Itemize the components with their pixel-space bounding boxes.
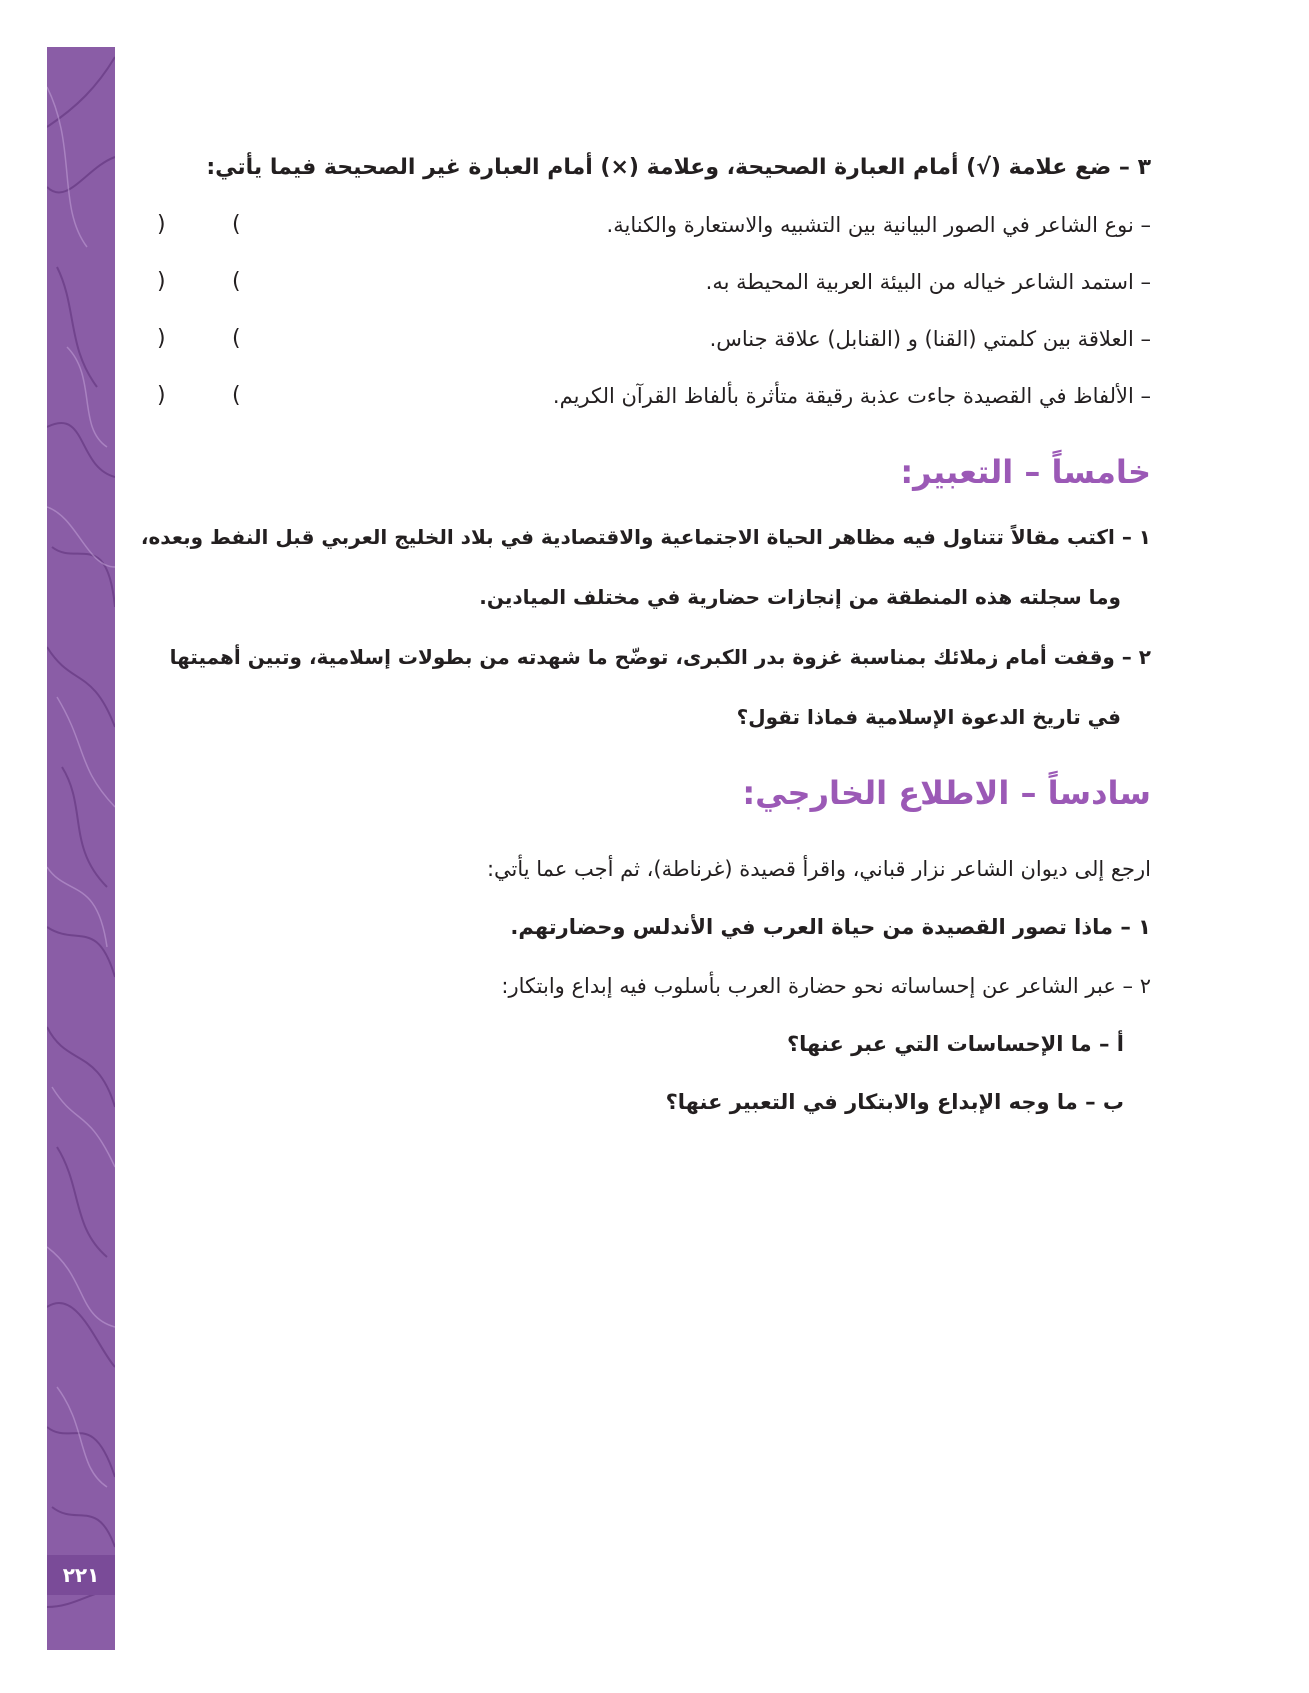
section6-q2b: ب – ما وجه الإبداع والابتكار في التعبير عنها؟ xyxy=(665,1090,1124,1114)
sidebar-pattern xyxy=(47,47,115,1650)
section5-q1-line2: وما سجلته هذه المنطقة من إنجازات حضارية في مختلف الميادين. xyxy=(479,585,1121,609)
section5-q2-line1: ٢ – وقفت أمام زملائك بمناسبة غزوة بدر الكبرى، توضّح ما شهدته من بطولات إسلامية، وتبين أهميتها xyxy=(169,645,1151,669)
section6-title: سادساً – الاطلاع الخارجي: xyxy=(742,774,1151,812)
answer-bracket-close: ) xyxy=(157,383,166,408)
section6-q2: ٢ – عبر الشاعر عن إحساساته نحو حضارة العرب بأسلوب فيه إبداع وابتكار: xyxy=(501,974,1151,998)
answer-bracket-close: ) xyxy=(157,212,166,237)
answer-bracket-close: ) xyxy=(157,326,166,351)
answer-bracket-open: ( xyxy=(232,269,241,294)
answer-bracket-open: ( xyxy=(232,326,241,351)
section5-title: خامساً – التعبير: xyxy=(900,453,1151,491)
section6-q1: ١ – ماذا تصور القصيدة من حياة العرب في الأندلس وحضارتهم. xyxy=(510,915,1151,939)
section6-intro: ارجع إلى ديوان الشاعر نزار قباني، واقرأ قصيدة (غرناطة)، ثم أجب عما يأتي: xyxy=(486,857,1151,881)
exercise3-item-1: – نوع الشاعر في الصور البيانية بين التشبيه والاستعارة والكناية. xyxy=(606,213,1151,237)
section5-q2-line2: في تاريخ الدعوة الإسلامية فماذا تقول؟ xyxy=(736,705,1121,729)
decorative-sidebar xyxy=(47,47,115,1650)
exercise3-item-2: – استمد الشاعر خياله من البيئة العربية المحيطة به. xyxy=(705,270,1151,294)
exercise3-item-3: – العلاقة بين كلمتي (القنا) و (القنابل) علاقة جناس. xyxy=(709,327,1151,351)
section6-q2a: أ – ما الإحساسات التي عبر عنها؟ xyxy=(786,1032,1124,1056)
section5-q1-line1: ١ – اكتب مقالاً تتناول فيه مظاهر الحياة الاجتماعية والاقتصادية في بلاد الخليج العربي قبل النفط وبعده، xyxy=(140,525,1151,549)
exercise3-item-4: – الألفاظ في القصيدة جاءت عذبة رقيقة متأثرة بألفاظ القرآن الكريم. xyxy=(552,384,1151,408)
answer-bracket-open: ( xyxy=(232,383,241,408)
exercise3-instruction: ٣ – ضع علامة (√) أمام العبارة الصحيحة، وعلامة (×) أمام العبارة غير الصحيحة فيما يأتي: xyxy=(206,155,1151,180)
answer-bracket-open: ( xyxy=(232,212,241,237)
answer-bracket-close: ) xyxy=(157,269,166,294)
page-number: ٢٢١ xyxy=(47,1555,115,1595)
